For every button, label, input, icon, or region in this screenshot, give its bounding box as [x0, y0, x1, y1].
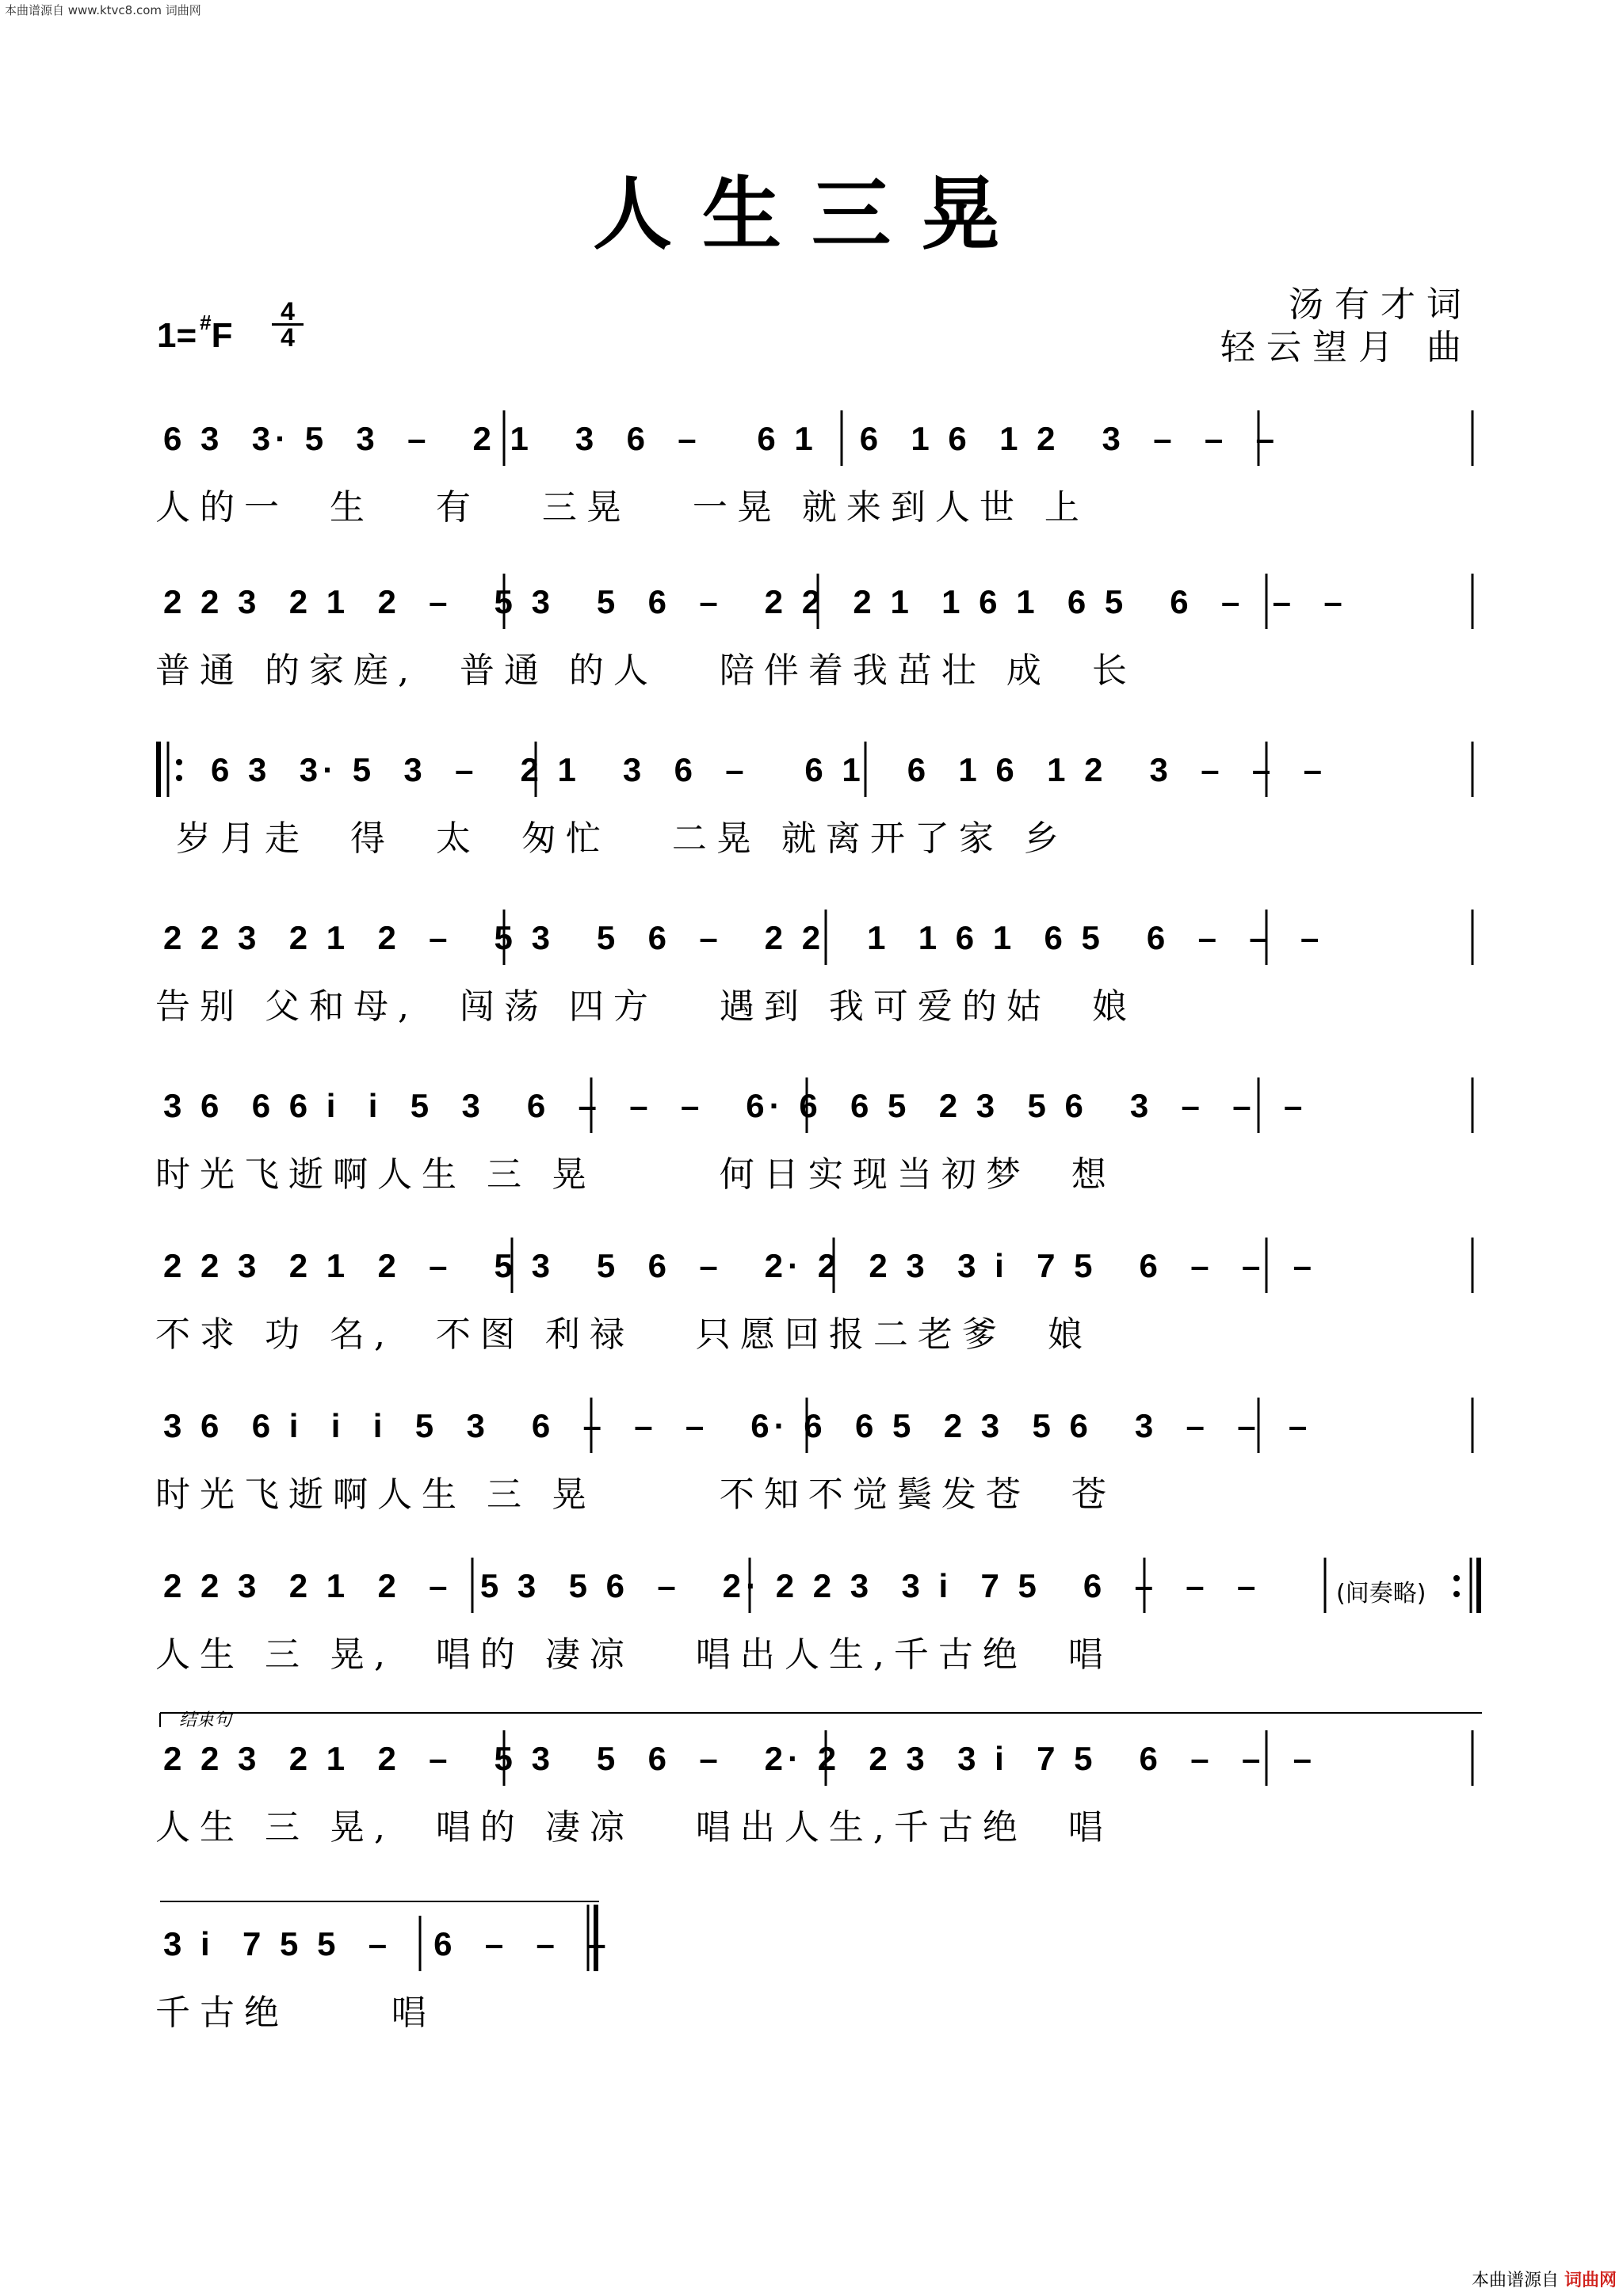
notation-line: 2 2 3 2 1 2 – 5 3 5 6 – 2· 2 2 3 3 i 7 5 6 – – – [163, 1567, 1261, 1604]
watermark-bottom-text: 本曲谱源自 [1471, 2271, 1559, 2290]
watermark-top: 本曲谱源自 www.ktvc8.com 词曲网 [5, 3, 201, 17]
sharp-sign: # [200, 311, 212, 334]
ending-label: 结束句 [179, 1711, 232, 1730]
lyricist-credit: 汤有才词 [1289, 284, 1472, 325]
notation-line: 6 3 3· 5 3 – 2 1 3 6 – 6 1 6 1 6 1 2 3 – – – [211, 751, 1327, 788]
lyric-line: 不求 功 名, 不图 利禄 只愿回报二老爹 娘 [155, 1314, 1092, 1355]
notation-line: 2 2 3 2 1 2 – 5 3 5 6 – 2 2 1 1 6 1 6 5 6 – – – [163, 919, 1324, 956]
watermark-bottom [1472, 2267, 1617, 2291]
lyric-line: 普通 的家庭, 普通 的人 陪伴着我茁壮 成 长 [155, 650, 1136, 691]
lyric-line: 时光飞逝啊人生 三 晃 何日实现当初梦 想 [155, 1154, 1116, 1195]
notation-line: 3 6 6 6 i i 5 3 6 – – – 6· 6 6 5 2 3 5 6 3 – – – [163, 1087, 1308, 1124]
lyric-line: 人生 三 晃, 唱的 凄凉 唱出人生,千古绝 唱 [155, 1634, 1113, 1675]
notation-line: 6 3 3· 5 3 – 2 1 3 6 – 6 1 6 1 6 1 2 3 – – – [163, 420, 1279, 457]
notation-line: 2 2 3 2 1 2 – 5 3 5 6 – 2· 2 2 3 3 i 7 5 6 – – – [163, 1740, 1316, 1777]
notation-line: 2 2 3 2 1 2 – 5 3 5 6 – 2 2 2 1 1 6 1 6 5 6 – – – [163, 583, 1347, 620]
time-numerator: 4 [272, 299, 304, 326]
interlude-note: (间奏略) [1336, 1580, 1426, 1608]
lyric-line: 岁月走 得 太 匆忙 二晃 就离开了家 乡 [155, 818, 1068, 859]
key-note: F [211, 316, 233, 355]
lyric-line: 时光飞逝啊人生 三 晃 不知不觉鬓发苍 苍 [155, 1474, 1116, 1515]
lyric-line: 千古绝 唱 [155, 1993, 436, 2033]
lyric-line: 人的一 生 有 三晃 一晃 就来到人世 上 [155, 487, 1089, 528]
notation-line: 2 2 3 2 1 2 – 5 3 5 6 – 2· 2 2 3 3 i 7 5 6 – – – [163, 1247, 1316, 1284]
time-denominator: 4 [281, 323, 295, 352]
composer-credit: 轻云望月 曲 [1220, 327, 1472, 368]
brand-logo: 词曲网 [1564, 2271, 1617, 2290]
lyric-line: 告别 父和母, 闯荡 四方 遇到 我可爱的姑 娘 [155, 986, 1136, 1027]
lyric-line: 人生 三 晃, 唱的 凄凉 唱出人生,千古绝 唱 [155, 1807, 1113, 1848]
key-prefix: 1= [157, 316, 197, 355]
notation-line: 3 i 7 5 5 – 6 – – – [163, 1925, 611, 1962]
notation-line: 3 6 6 i i i 5 3 6 – – – 6· 6 6 5 2 3 5 6 3 – – – [163, 1407, 1312, 1444]
song-title: 人生三晃 [593, 167, 1030, 261]
